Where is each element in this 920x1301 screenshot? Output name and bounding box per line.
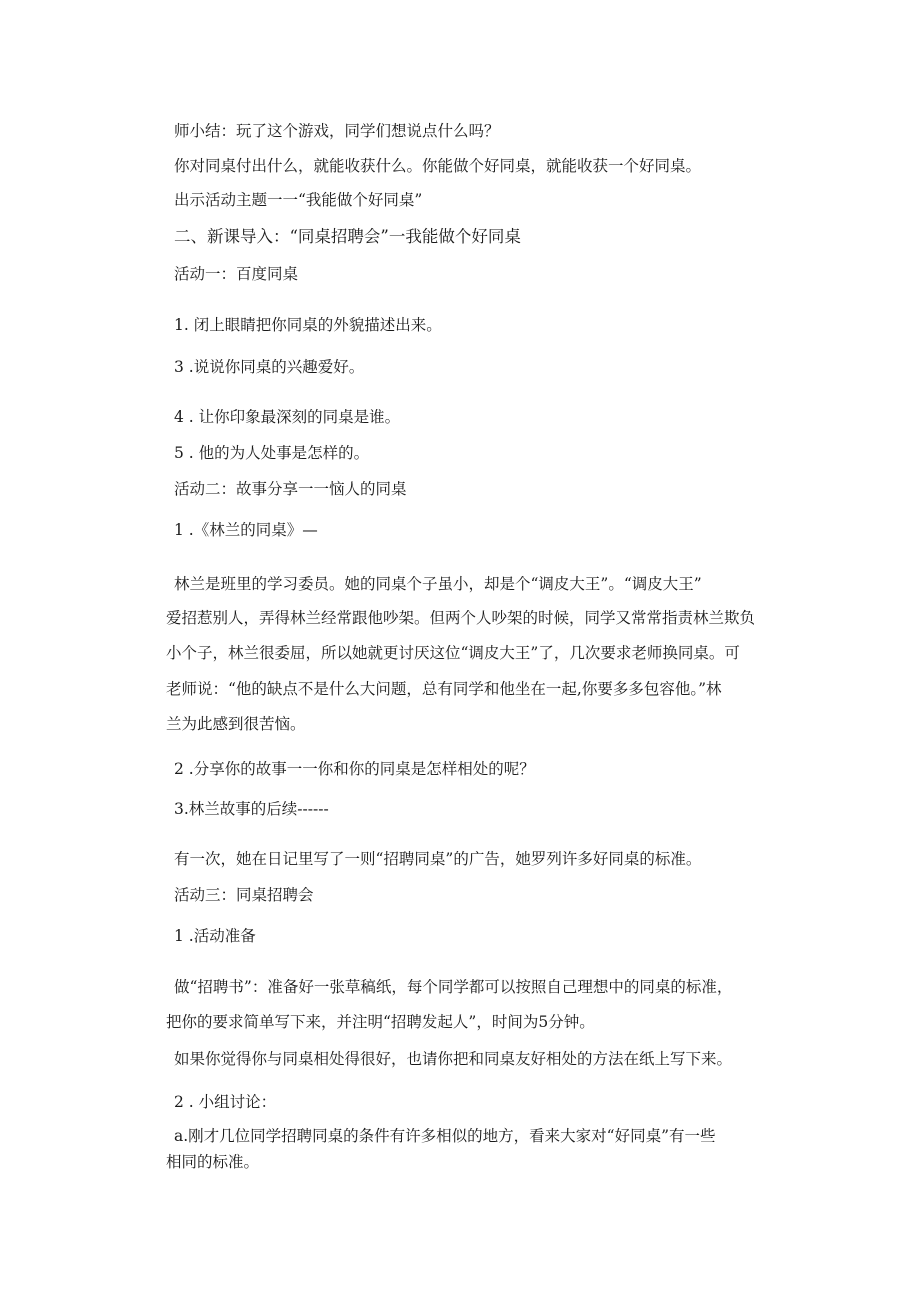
story-paragraph-line-3: 小个子，林兰很委屈，所以她就更讨厌这位“调皮大王”了，几次要求老师换同桌。可 xyxy=(166,644,740,662)
list-item-3: 3 .说说你同桌的兴趣爱好。 xyxy=(174,358,365,376)
activity-one-heading: 活动一：百度同桌 xyxy=(174,265,299,283)
share-story-line: 2 .分享你的故事一一你和你的同桌是怎样相处的呢？ xyxy=(174,760,535,778)
list-item-4: 4 . 让你印象最深刻的同桌是谁。 xyxy=(174,408,401,426)
discussion-point-a-line-2: 相同的标准。 xyxy=(166,1153,260,1171)
story-paragraph-line-5: 兰为此感到很苦恼。 xyxy=(166,715,306,733)
list-item-1: 1. 闭上眼睛把你同桌的外貌描述出来。 xyxy=(174,316,442,334)
teacher-summary-line: 师小结：玩了这个游戏，同学们想说点什么吗？ xyxy=(174,122,500,140)
list-item-5: 5 . 他的为人处事是怎样的。 xyxy=(174,444,370,462)
recruit-letter-line-2: 把你的要求简单写下来，并注明“招聘发起人”，时间为5分钟。 xyxy=(166,1013,595,1031)
activity-three-heading: 活动三：同桌招聘会 xyxy=(174,886,314,904)
story-continuation-line: 3.林兰故事的后续------ xyxy=(174,800,329,818)
group-discussion-line: 2 . 小组讨论： xyxy=(174,1093,277,1111)
friendly-method-line: 如果你觉得你与同桌相处得很好，也请你把和同桌友好相处的方法在纸上写下来。 xyxy=(174,1050,733,1068)
summary-text-line: 你对同桌付出什么，就能收获什么。你能做个好同桌，就能收获一个好同桌。 xyxy=(174,157,702,175)
section-heading: 二、新课导入：“同桌招聘会”一我能做个好同桌 xyxy=(174,227,521,246)
discussion-point-a-line-1: a.刚才几位同学招聘同桌的条件有许多相似的地方，看来大家对“好同桌”有一些 xyxy=(174,1127,716,1145)
story-paragraph-line-4: 老师说：“他的缺点不是什么大问题，总有同学和他坐在一起,你要多多包容他。”林 xyxy=(166,680,722,698)
story-title-line: 1 .《林兰的同桌》— xyxy=(174,521,318,539)
story-paragraph-line-1: 林兰是班里的学习委员。她的同桌个子虽小，却是个“调皮大王”。“调皮大王” xyxy=(174,575,702,593)
activity-prep-line: 1 .活动准备 xyxy=(174,927,256,945)
diary-line: 有一次，她在日记里写了一则“招聘同桌”的广告，她罗列许多好同桌的标准。 xyxy=(174,850,702,868)
activity-two-heading: 活动二：故事分享一一恼人的同桌 xyxy=(174,480,407,498)
activity-theme-line: 出示活动主题一一“我能做个好同桌” xyxy=(174,191,423,209)
recruit-letter-line-1: 做“招聘书”：准备好一张草稿纸，每个同学都可以按照自己理想中的同桌的标准， xyxy=(174,978,733,996)
story-paragraph-line-2: 爱招惹别人，弄得林兰经常跟他吵架。但两个人吵架的时候，同学又常常指责林兰欺负 xyxy=(166,609,756,627)
